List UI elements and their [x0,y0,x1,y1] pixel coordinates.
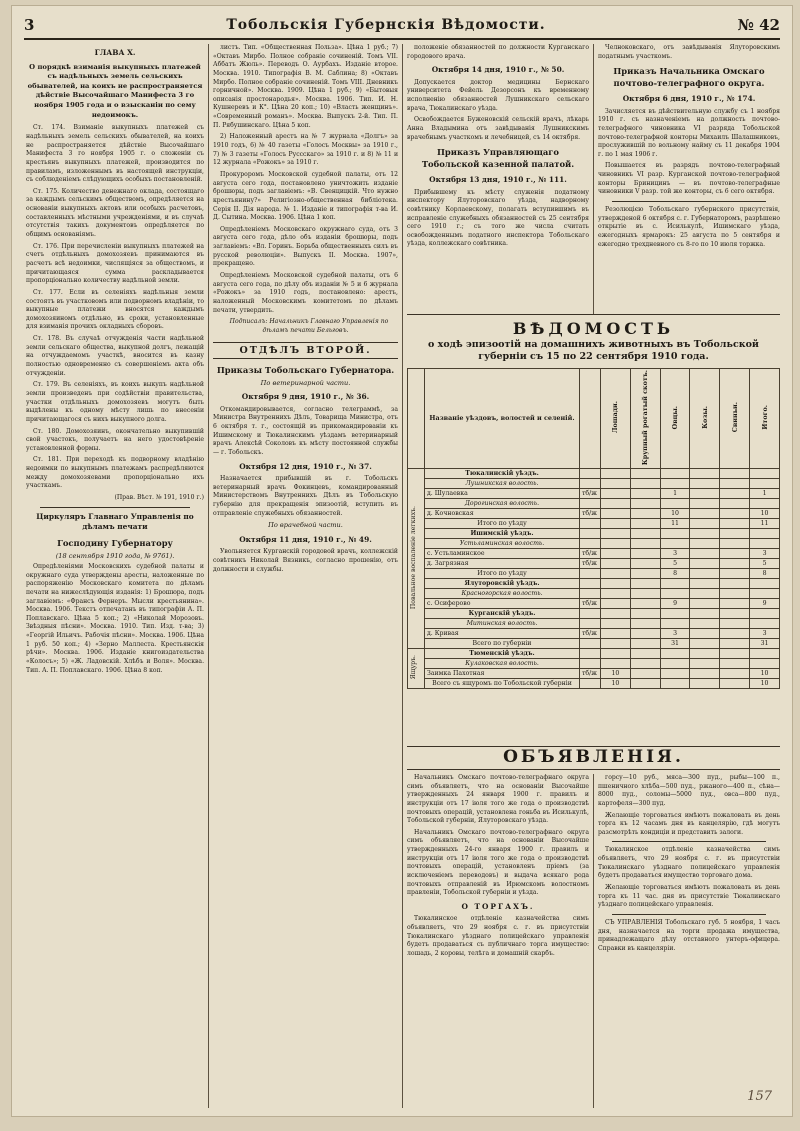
table-cell-locality: Митинская волость. [425,618,580,628]
table-cell-count [720,578,750,588]
table-row [408,618,780,628]
table-cell-count [720,478,750,488]
table-cell-count [690,628,720,638]
article-paragraph: Ст. 181. При переходѣ къ подворному владѣнію недоимки по выкупнымъ платежамъ распредѣляются между домохозяевами пропорціонально ихъ участкамъ. [26,456,204,490]
table-cell-count: 3 [750,548,780,558]
table-cell-count [660,468,690,478]
announcement: Тюкалинское отдѣленіе казначейства симъ объявляетъ, что 29 ноября с. г. въ присутствіи Тюкалинскаго уѣзднаго полицейскаго управленія будетъ продаваться съ публичнаго торга имущество: лошадь, 2 коровы, телѣга и домашній скарбъ. [407,915,589,958]
handwritten-page-mark: 157 [747,1089,772,1104]
table-cell-count [601,508,631,518]
table-cell-locality: с. Устьламинское [425,548,580,558]
table-cell-locality: Лушникская волость. [425,478,580,488]
table-cell-count [720,518,750,528]
table-cell-locality: Итого по уѣзду [425,568,580,578]
report-title: ВѢДОМОСТЬ [512,319,675,338]
signature-note: Подписалъ: Начальникъ Главнаго Управленія по дѣламъ печати Бельговъ. [229,318,389,334]
table-cell-count [720,648,750,658]
article-paragraph: Ст. 179. Въ селеніяхъ, въ коихъ выкупъ надѣльной земли произведенъ при содѣйствіи правительства, участки отдѣльныхъ домохозяевъ могутъ быть выдѣлены къ одному мѣсту лишь по внесеніи причитающагося съ нихъ выкупного долга. [26,381,204,423]
table-cell-count [630,578,660,588]
table-cell-count: 9 [660,598,690,608]
table-cell-count [601,478,631,488]
table-cell-count [720,628,750,638]
column-4 [598,44,780,312]
disease-label: Повальное воспаленіе легкихъ. [408,468,425,648]
table-cell-note [580,608,601,618]
article-paragraph: Ст. 178. Въ случаѣ отчужденія части надѣльной земли сельскаго общества, выкупной долгъ, лежащій на отчуждаемомъ участкѣ, вносится въ казну полностью одновременно съ совершеніемъ акта объ отчужденіи. [26,335,204,377]
table-cell-count: 10 [601,678,631,688]
table-cell-count [750,478,780,488]
table-row [408,498,780,508]
postal-order-heading: Приказъ Начальника Омскаго почтово-телеграфного округа. [613,66,765,89]
orders-subheading: По ветеринарной части. [260,378,351,387]
table-row [408,678,780,688]
column-2 [213,44,398,1108]
report-subtitle: о ходѣ эпизоотій на домашнихъ животныхъ въ Тобольской губерніи съ 15 по 22 сентября 1910 года. [428,339,759,363]
table-cell-locality: Тюменскій уѣздъ. [425,648,580,658]
table-cell-count [601,598,631,608]
table-cell-note [580,638,601,648]
table-cell-count [630,468,660,478]
table-cell-count [690,478,720,488]
table-cell-count [720,468,750,478]
table-cell-count: 5 [660,558,690,568]
table-cell-note [580,468,601,478]
divider [612,914,766,915]
table-row [408,548,780,558]
table-cell-count [630,558,660,568]
table-cell-count [630,518,660,528]
article-paragraph: Ст. 180. Домохозяинъ, окончательно выкупившій свой участокъ, получаетъ на него удостовѣреніе установленной формы. [26,427,204,452]
chapter-subheading: О порядкѣ взиманія выкупныхъ платежей съ надѣльныхъ земель сельскихъ обывателей, на коихъ не распространяется дѣйствіе Высочайшаго Манифеста 3 го ноября 1905 года и о взысканіи по сему недоимокъ. [27,62,203,119]
table-cell-locality: Всего съ ящуромъ по Тобольской губерніи [425,678,580,688]
article-paragraph: Ст. 175. Количество денежнаго оклада, состоящаго за каждымъ сельскимъ обществомъ, опредѣляется на основаніи выкупныхъ актовъ или особыхъ расчетовъ, составленныхъ мѣстными учрежденіями, и въ случаѣ отсутствія такихъ документовъ опредѣляется по общимъ основаніямъ. [26,187,204,239]
order-date: Октября 9 дня, 1910 г., № 36. [241,392,370,402]
announcement: Начальникъ Омскаго почтово-телеграфнаго округа симъ объявляетъ, что на основаніи Высочайше утвержденныхъ 24 января 1900 г. правилъ и инструкціи отъ 17 іюля того же года о производствѣ почтовыхъ операцій, установлена гоньба въ Исилькулѣ, Тобольской губерніи, Ялуторовскаго уѣзда. [407,774,589,825]
animal-group-header: Итого. [750,368,780,468]
article-paragraph: листъ. Тип. «Общественная Польза». Цѣна 1 руб.; 7) «Октавъ Мирбо. Полное собраніе сочиненій. Томъ VII. Аббатъ Жюль». Переводъ О. Аурбахъ. Изданіе второе. Москва. 1910. Типографія В. М. Саблина; 8) «Октавъ Мирбо. Полное собраніе сочиненій. Томъ VIII. Дневникъ горничной». Москва. 1909. Цѣна 1 руб.; 9) «Бытовыя описанія простонародья». Москва. 1906. Тип. И. Н. Кушнеревъ и К°. Цѣна 20 коп.; 10) «Власть женщинъ». «Современный романъ». Москва. Выпускъ 2-й. Тип. П. П. Рябушинскаго. Цѣна 5 коп. [213,44,398,129]
table-cell-note [580,478,601,488]
table-cell-note: тб/ж [580,548,601,558]
table-row [408,468,780,478]
masthead [24,12,780,40]
resolution-text: Резолюцією Тобольскаго губернского присутствія, утвержденой 6 октября с. г. Губернаторомъ, разрѣшено открытіе въ с. Исилькулѣ, Ишимскаго уѣзда, ежегодныхъ ярмарокъ: 25 августа по 5 сентября и ежегодно трехдневного съ 8-го по 10 июля торжка. [598,206,780,248]
table-cell-count [660,618,690,628]
table-row [408,528,780,538]
table-cell-count [601,648,631,658]
table-cell-count [660,538,690,548]
column-rule [208,44,209,1108]
table-cell-locality: д. Кочновская [425,508,580,518]
table-cell-count [690,638,720,648]
animal-group-header: Крупный рогатый скотъ. [630,368,660,468]
table-cell-count [601,618,631,628]
table-row [408,588,780,598]
column-3 [407,44,589,312]
table-cell-count [720,528,750,538]
table-cell-locality: Ишимскій уѣздъ. [425,528,580,538]
table-cell-count [690,568,720,578]
table-cell-count: 3 [660,548,690,558]
table-cell-note: тб/ж [580,598,601,608]
source-citation: (Прав. Вѣст. № 191, 1910 г.) [114,493,204,501]
table-cell-count [630,498,660,508]
table-cell-count [660,578,690,588]
table-row [408,568,780,578]
divider [40,507,190,508]
table-cell-count: 3 [750,628,780,638]
article-paragraph: Челноковскаго, отъ завѣдыванія Ялуторовскимъ податнымъ участкомъ. [598,44,780,60]
table-cell-count [690,498,720,508]
column-rule [402,44,403,1108]
table-cell-count [630,548,660,558]
table-cell-count [750,618,780,628]
table-cell-count [720,498,750,508]
table-cell-count: 3 [660,628,690,638]
table-cell-locality: Заимка Пахотная [425,668,580,678]
table-cell-count [660,588,690,598]
divider [612,841,766,842]
table-cell-count [690,538,720,548]
table-cell-locality: д. Загрязная [425,558,580,568]
auction-heading: О ТОРГАХЪ. [461,901,535,911]
table-cell-locality: д. Кривая [425,628,580,638]
table-row [408,488,780,498]
circular-heading: Циркуляръ Главнаго Управленія по дѣламъ печати [36,511,194,532]
announcements-right [598,774,780,1108]
announcement: Начальникъ Омскаго почтово-телеграфнаго округа симъ объявляетъ, что на основаніи Высочайше утвержденныхъ 24-го января 1900 г. правилъ и инструкціи отъ 17 іюля того же года о производствѣ почтовыхъ операцій, установленъ пріемъ (за исключеніемъ переводовъ) и выдача всякаго рода почтовыхъ отправленій въ Ирюмскомъ волостномъ правленіи, Тобольской губерніи и уѣзда. [407,828,589,897]
table-cell-count [750,578,780,588]
table-cell-count [690,558,720,568]
table-cell-count [630,638,660,648]
table-row [408,538,780,548]
order-text: Прибывшему къ мѣсту служенія податному инспектору Ялуторовскаго уѣзда, надворному совѣтнику Корлаевскому, полагать вступившимъ въ исправленіе служебныхъ обязанностей съ 25 сентября сего 1910 г.; съ того же числа считать освобожденнымъ податного инспектора Тобольскаго уѣзда, коллежскаго совѣтника. [407,188,589,248]
order-text: Увольняется Курганскій городовой врачъ, коллежскій совѣтникъ Николай Вязникъ, согласно прошенію, отъ должности и службы. [213,548,398,573]
table-cell-count [720,618,750,628]
table-cell-count [660,528,690,538]
table-cell-count [601,538,631,548]
table-cell-count [720,638,750,648]
table-cell-count [720,508,750,518]
table-cell-note: тб/ж [580,508,601,518]
table-cell-count [750,588,780,598]
table-cell-count [720,488,750,498]
table-cell-count [630,538,660,548]
table-cell-count: 9 [750,598,780,608]
order-text: Откомандировывается, согласно телеграммѣ, за Министра Внутреннихъ Дѣлъ, Товарища Министра, отъ 6 октября т. г., состоящій въ прикомандированіи къ Ишимскому и Тюкалинскимъ уѣздамъ ветеринарный врачъ Алексѣй Соколовъ къ мѣсту постоянной службы — г. Тобольскъ. [213,405,398,456]
table-cell-locality: Дорогинская волость. [425,498,580,508]
table-cell-count [601,558,631,568]
epizootic-report [407,314,780,742]
table-cell-count [690,588,720,598]
table-cell-locality: Красногорская волость. [425,588,580,598]
table-cell-count [660,668,690,678]
article-paragraph: Опредѣленіемъ Московскаго окружнаго суда, отъ 3 августа сего года, дѣло объ изданіи брошюры, подъ заглавіемъ: «Вл. Горинъ. Борьба общественныхъ силъ въ русской революціи». Выпускъ II. Москва. 1907», прекращено. [213,225,398,268]
orders-heading: Приказы Тобольскаго Губернатора. [216,364,395,375]
table-cell-note [580,498,601,508]
table-cell-count [690,508,720,518]
table-cell-count [630,568,660,578]
article-paragraph: Прокуроромъ Московской судебной палаты, отъ 12 августа сего года, постановлено уничтожить изданіе брошюры, подъ заглавіемъ: «В. Свенцицкій. Что нужно крестьянину?» Религіозно-общественная библіотека. Серія II. Дія народа. № 1. Изданіе и типографія т-ва И. Д. Сытина. Москва. 1906. Цѣна 1 коп. [213,170,398,222]
table-cell-note [580,618,601,628]
chamber-order-heading: Приказъ Управляющаго Тобольской казенной палатой. [421,147,575,170]
table-row [408,598,780,608]
announcement: СЪ УПРАВЛЕНІЯ Тобольскаго губ. 5 ноября, 1 часъ дня, назначается на торги продажа имущества, принадлежащаго дѣлу отставного унтеръ-офицера. Справки въ канцеляріи. [598,918,780,952]
table-cell-count [750,538,780,548]
animal-group-header: Свиньи. [720,368,750,468]
table-cell-count [601,518,631,528]
side-header [408,368,425,468]
table-cell-count [750,648,780,658]
table-cell-count [720,608,750,618]
table-cell-count [660,648,690,658]
table-cell-count [660,498,690,508]
article-paragraph: положеніе обязанностей по должности Курганскаго городового врача. [407,44,589,60]
table-cell-count [601,658,631,668]
table-cell-count [601,568,631,578]
table-cell-locality: Всего по губерніи [425,638,580,648]
chapter-heading: ГЛАВА X. [94,48,136,57]
table-cell-count [720,658,750,668]
table-cell-count [690,468,720,478]
order-text: Повышается въ разрядъ почтово-телеграфный чиновникъ VI разр. Курганской почтово-телеграфной конторы Бриницинъ — въ почтово-телеграфные чиновники V разр. той же конторы, съ 6 сего октября. [598,162,780,196]
table-cell-count: 8 [660,568,690,578]
table-cell-count: 31 [660,638,690,648]
table-row [408,628,780,638]
table-cell-note [580,538,601,548]
table-cell-count [750,608,780,618]
table-cell-count: 1 [660,488,690,498]
table-cell-note [580,678,601,688]
order-date: Октября 14 дня, 1910 г., № 50. [431,65,565,75]
note-header [580,368,601,468]
table-cell-count [660,608,690,618]
table-cell-count [720,548,750,558]
table-cell-note [580,518,601,528]
table-cell-note [580,578,601,588]
table-cell-count [630,648,660,658]
article-paragraph: Ст. 174. Взиманіе выкупныхъ платежей съ надѣльныхъ земель сельскихъ обывателей, на коихъ не распространяется дѣйствіе Высочайшаго Манифеста 3 го ноября 1905 г. о сложеніи съ крестьянъ выкупныхъ платежей, производится по правиламъ, изложеннымъ въ настоящей инструкціи, съ соблюденіемъ слѣдующихъ особыхъ постановленій. [26,124,204,184]
table-cell-locality: Тюкалинскій уѣздъ. [425,468,580,478]
table-cell-count [630,598,660,608]
table-cell-count [601,578,631,588]
order-date: Октября 11 дня, 1910 г., № 49. [239,534,372,544]
table-cell-count: 1 [750,488,780,498]
table-cell-count [630,658,660,668]
table-cell-count: 5 [750,558,780,568]
table-cell-count [630,488,660,498]
table-cell-count [690,648,720,658]
table-cell-count [601,628,631,638]
table-cell-note: тб/ж [580,628,601,638]
table-row [408,648,780,658]
disease-label: Ящуръ. [408,648,425,688]
table-cell-count [601,468,631,478]
article-paragraph: Ст. 176. При перечисленіи выкупныхъ платежей на счетъ отдѣльныхъ домохозяевъ принимаются въ расчетъ всѣ недоимки, числящіяся за обществомъ, и причитающаяся сумма раскладывается пропорціонально количеству надѣльной земли. [26,242,204,285]
table-cell-count [690,678,720,688]
order-text: Назначается прибывшій въ г. Тобольскъ ветеринарный врачъ Фокинцевъ, командированный Министерствомъ Внутреннихъ Дѣлъ въ Тобольскую губернію для прекращенія эпизоотій, вступить въ отправленіе служебныхъ обязанностей. [213,475,398,517]
newspaper-page [12,6,792,1116]
order-date: Октября 6 дня, 1910 г., № 174. [622,94,756,104]
table-row [408,668,780,678]
table-cell-count [630,478,660,488]
table-cell-count [601,608,631,618]
column-1 [26,44,204,1108]
announcement: Тюкалинское отдѣленіе казначейства симъ объявляетъ, что 29 ноября с. г. въ присутствіи Тюкалинскаго уѣзднаго полицейскаго управленія будетъ продаваться имущество торговаго дома. [598,846,780,880]
table-cell-note [580,648,601,658]
divider [612,201,766,202]
table-cell-count [720,538,750,548]
table-cell-count [720,668,750,678]
table-cell-count [750,468,780,478]
table-row [408,608,780,618]
table-cell-count [690,658,720,668]
table-row [408,558,780,568]
locality-header: Названіе уѣздовъ, волостей и селеній. [425,368,580,468]
article-paragraph: Ст. 177. Если въ селеніяхъ надѣльныя земли состоятъ въ участковомъ или подворномъ владѣніи, то выкупные платежи вносятся каждымъ домохозяиномъ отдѣльно, въ сроки, установленные для взиманія прочихъ окладныхъ сборовъ. [26,288,204,331]
animal-group-header: Козы. [690,368,720,468]
newspaper-title: Тобольскія Губернскія Вѣдомости. [226,17,546,33]
table-cell-count [630,668,660,678]
table-cell-count [690,608,720,618]
table-cell-count [690,618,720,628]
table-cell-note [580,528,601,538]
table-cell-count [750,498,780,508]
announcement: горсу—10 руб., мяса—300 пуд., рыбы—100 п., пшеничного хлѣба—500 пуд., ржаного—400 п., сѣна—8000 пуд., соломы—5000 пуд., овса—800 пуд., картофеля—300 пуд. [598,774,780,807]
table-cell-count [720,558,750,568]
table-cell-count [601,528,631,538]
table-cell-note: тб/ж [580,488,601,498]
table-row [408,638,780,648]
announcements-left [407,774,589,1108]
table-cell-count: 31 [750,638,780,648]
table-cell-count [630,608,660,618]
table-cell-locality: д. Шулаевка [425,488,580,498]
table-cell-count [630,618,660,628]
table-cell-count: 10 [660,508,690,518]
table-cell-count [690,528,720,538]
table-cell-count: 10 [750,508,780,518]
table-cell-count [690,548,720,558]
table-cell-locality: Итого по уѣзду [425,518,580,528]
table-cell-count: 11 [660,518,690,528]
epizootic-table [407,368,780,689]
orders-subheading: По врачебной части. [268,521,343,530]
table-row [408,518,780,528]
table-cell-count [690,518,720,528]
page-number: 3 [24,16,35,34]
order-date: Октября 12 дня, 1910 г., № 37. [239,461,372,471]
animal-group-header: Лошади. [601,368,631,468]
order-text: Зачисляется въ дѣйствительную службу съ 1 ноября 1910 г. съ назначеніемъ на должность почтово-телеграфного чиновника VI разряда Тобольской почтово-телеграфной конторы Михаилъ Шалашниковъ, прослужившій по вольному найму съ 11 декабря 1904 г. по 1 мая 1906 г. [598,107,780,158]
table-cell-count [720,598,750,608]
circular-addressee: Господину Губернатору [57,537,173,548]
table-cell-note: тб/ж [580,558,601,568]
article-paragraph: Опредѣленіемъ Московской судебной палаты, отъ 6 августа сего года, по дѣлу объ изданіи № 5 и 6 журнала «Рожокъ» за 1910 годъ, постановлено: арестъ, наложенный Московскимъ комитетомъ по дѣламъ печати, утвердить. [213,272,398,314]
table-cell-locality: Курганскій уѣздъ. [425,608,580,618]
table-cell-count: 10 [750,678,780,688]
table-cell-count [660,658,690,668]
table-cell-count [750,658,780,668]
table-cell-count [630,628,660,638]
announcement: Желающіе торговаться имѣютъ пожаловать въ день торга къ 11 час. дня въ присутствіе Тюкалинскаго уѣзднаго полицейскаго управленія. [598,884,780,909]
announcement: Желающіе торговаться имѣютъ пожаловать въ день торга къ 12 часамъ дня въ канцелярію, гдѣ могутъ разсмотрѣть кондиціи и представить залоги. [598,811,780,836]
table-cell-count [660,478,690,488]
table-cell-count [690,668,720,678]
table-cell-locality: Ялуторовскій уѣздъ. [425,578,580,588]
table-cell-note [580,658,601,668]
table-cell-count [750,528,780,538]
table-row [408,578,780,588]
order-date: Октября 13 дня, 1910 г., № 111. [429,175,567,185]
section-heading: ОТДѢЛЪ ВТОРОЙ. [213,342,398,359]
table-cell-locality: с. Осиферово [425,598,580,608]
animal-group-header: Овцы. [660,368,690,468]
circular-text: Опредѣленіями Московскихъ судебной палаты и окружнаго суда утверждены аресты, наложенные по распоряженію Московскаго комитета по дѣламъ печати на нижеслѣдующія изданія: 1) Брошюра, подъ заглавіемъ: «Франсъ Фернеръ. Мысли крестьянина». Москва. 1906. Текстъ отпечатанъ въ типографіи А. П. Поплавскаго. Цѣна 5 коп.; 2) «Николай Морозовъ. Звѣздныя пѣсни». Москва. 1910. Тип. Изд. т-ва; 3) «Георгій Ильичъ. Рабочія пѣсни». Москва. 1906. Цѣна 1 руб. 50 коп.; 4) «Зерно Маллеста. Крестьянскія рѣчи». Москва. 1906. Изданіе книгоиздательства «Колосъ»; 5) «Ж. Ладовскій. Хлѣбъ и Воля». Москва. Тип. А. П. Поплавскаго. 1906. Цѣна 8 коп. [26,562,204,674]
table-cell-count: 11 [750,518,780,528]
table-row [408,508,780,518]
column-rule [593,774,594,1108]
table-cell-note [580,568,601,578]
table-cell-count [690,578,720,588]
table-cell-count [660,678,690,688]
table-cell-count: 10 [750,668,780,678]
table-cell-note [580,588,601,598]
order-text: Допускается доктор медицины Бернскаго университета Фейель Дезорсонъ къ временному исполненію обязанностей Лушникскаго сельскаго врача, Тюкалинскаго уѣзда. [407,78,589,112]
table-cell-count [630,588,660,598]
table-cell-count [720,588,750,598]
table-cell-count [630,678,660,688]
table-row [408,478,780,488]
table-cell-count [690,488,720,498]
table-cell-count: 8 [750,568,780,578]
table-cell-count [720,678,750,688]
table-cell-count [601,548,631,558]
table-cell-count [601,488,631,498]
table-cell-count: 10 [601,668,631,678]
article-paragraph: 2) Наложенный арестъ на № 7 журнала «Долгъ» за 1910 годъ, 6) № 40 газеты «Голосъ Москвы» за 1910 г., 7) № 3 газеты «Голосъ Руссскаго» за 1910 г. и 8) № 11 и 12 журнала «Рожокъ» за 1910 г. [213,133,398,167]
table-row [408,658,780,668]
divider [407,314,780,315]
column-rule [593,44,594,314]
table-cell-count [690,598,720,608]
table-cell-locality: Кулаковская волость. [425,658,580,668]
table-cell-count [601,638,631,648]
table-cell-count [630,508,660,518]
table-cell-note: тб/ж [580,668,601,678]
table-cell-count [630,528,660,538]
table-cell-count [601,588,631,598]
table-cell-count [720,568,750,578]
table-cell-locality: Устьламинская волость. [425,538,580,548]
issue-number: № 42 [737,16,780,34]
circular-date: (18 сентября 1910 года, № 9761). [55,551,175,560]
order-text: Освобождается Буженовскій сельскій врачъ, лѣкарь Анна Владымина отъ завѣдыванія Лушникскимъ врачебнымъ участкомъ и лечебницей, съ 14 октября. [407,116,589,141]
table-cell-count [601,498,631,508]
announcements-heading: ОБЪЯВЛЕНІЯ. [407,746,780,770]
